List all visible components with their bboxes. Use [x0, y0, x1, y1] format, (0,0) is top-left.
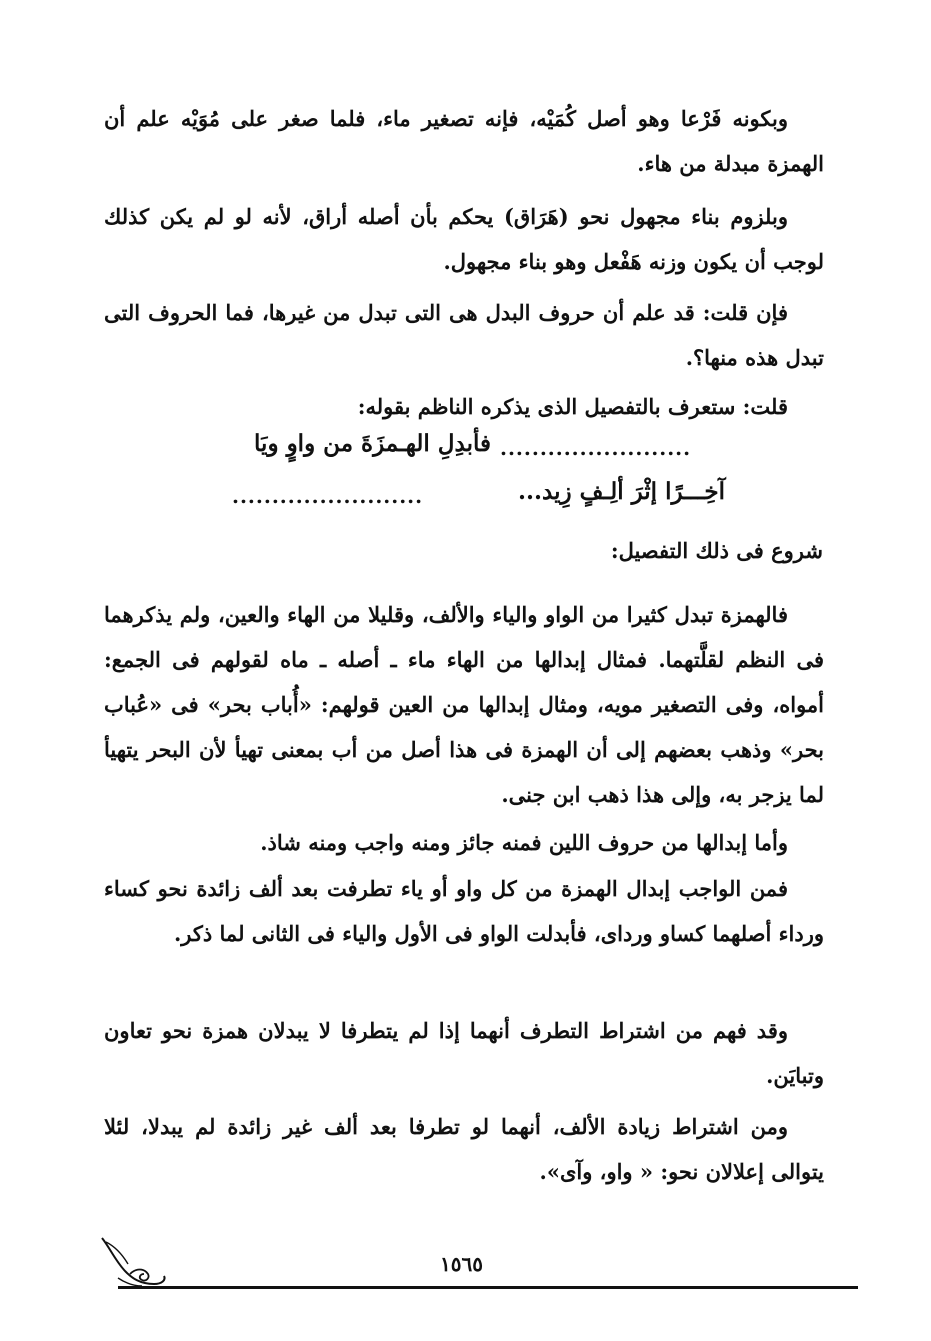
paragraph-8: وقد فهم من اشتراط التطرف أنهما إذا لم يتطرفا لا يبدلان همزة نحو تعاون وتبايَن. — [104, 1018, 824, 1088]
paragraph-8-block — [104, 1008, 824, 1098]
paragraph-1-block — [104, 96, 824, 186]
paragraph-5: فالهمزة تبدل كثيرا من الواو والياء والألف، وقليلا من الهاء والعين، ولم يذكرهما فى النظم لقلَّتهما. فمثال إبدالها من الهاء ماء ـ أصله ـ ماه لقولهم فى الجمع: أمواه، وفى التصغير مويه، ومثال إبدالها من العين قولهم: «أُباب بحر» فى «عُباب بحر» وذهب بعضهم إلى أن الهمزة فى هذا أصل من أب بمعنى تهيأ لأن البحر يتهيأ لما يزجر به، وإلى هذا ذهب ابن جنى. — [104, 602, 824, 807]
paragraph-2-block — [104, 194, 824, 284]
footer-rule — [118, 1286, 858, 1289]
paragraph-3: فإن قلت: قد علم أن حروف البدل هى التى تبدل من غيرها، فما الحروف التى تبدل هذه منها؟. — [104, 300, 824, 370]
verse-line-1: فأبدِلِ الهـمزَةَ من واوٍ ويَا — [254, 430, 491, 457]
paragraph-5-block — [104, 592, 824, 817]
paragraph-6: وأما إبدالها من حروف اللين فمنه جائز ومنه واجب ومنه شاذ. — [260, 830, 788, 855]
paragraph-3-block — [104, 290, 824, 380]
page-number: ١٥٦٥ — [440, 1252, 483, 1276]
section-heading: شروع فى ذلك التفصيل: — [610, 538, 823, 563]
paragraph-7-block — [104, 866, 824, 956]
verse-line-2-dots: ........................ — [232, 484, 424, 508]
paragraph-2: وبلزوم بناء مجهول نحو (هَرَاق) يحكم بأن أصله أراق، لأنه لو لم يكن كذلك لوجب أن يكون وزنه هَفْعل وهو بناء مجهول. — [104, 204, 824, 274]
verse-line-2: آخِـــرًا إثْرَ ألِـفٍ زِيد... — [518, 478, 725, 505]
paragraph-9-block — [104, 1104, 824, 1194]
paragraph-1: وبكونه فَرْعا وهو أصل كُمَيْه، فإنه تصغير ماء، فلما صغر على مُوَيْه علم أن الهمزة مبدلة من هاء. — [104, 106, 824, 176]
verse-line-1-dots: ........................ — [500, 436, 692, 460]
paragraph-4-block — [104, 384, 824, 429]
paragraph-6-block — [104, 820, 824, 865]
paragraph-9: ومن اشتراط زيادة الألف، أنهما لو تطرفا بعد ألف غير زائدة لم يبدلا، لئلا يتوالى إعلالان نحو: « واو، وآى». — [104, 1114, 824, 1184]
paragraph-7: فمن الواجب إبدال الهمزة من كل واو أو ياء تطرفت بعد ألف زائدة نحو كساء ورداء أصلهما كساو ورداى، فأبدلت الواو فى الأول والياء فى الثانى لما ذكر. — [104, 876, 824, 946]
quill-flourish-icon — [96, 1228, 168, 1290]
paragraph-4: قلت: ستعرف بالتفصيل الذى يذكره الناظم بقوله: — [357, 394, 788, 419]
